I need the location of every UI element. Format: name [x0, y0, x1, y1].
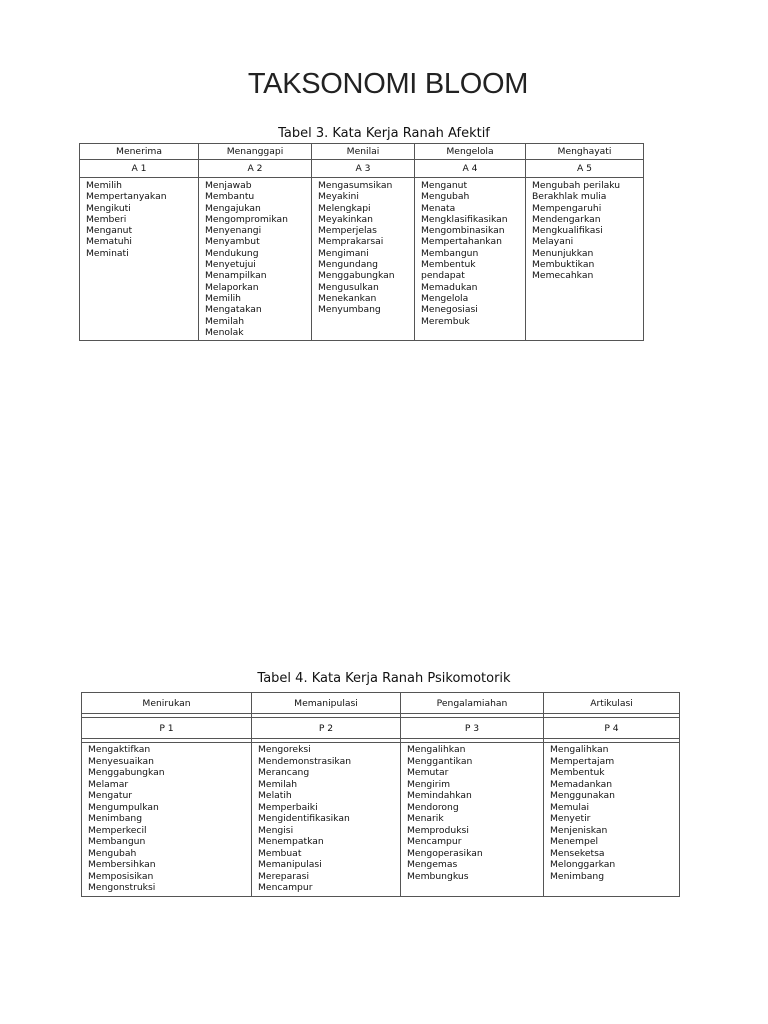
- verb-item: Mengumpulkan: [88, 801, 159, 813]
- verb-item: Menata: [421, 202, 456, 214]
- code-row: [80, 160, 644, 178]
- verb-item: Mengalihkan: [550, 744, 609, 755]
- verb-item: Mengklasifikasikan: [421, 213, 508, 225]
- verb-item: Menyambut: [205, 236, 260, 248]
- header-row: [82, 693, 680, 714]
- verb-item: Memanipulasi: [258, 859, 322, 870]
- column-header: Menerima: [80, 144, 199, 160]
- verb-item: Membersihkan: [88, 859, 156, 870]
- verb-item: Memperjelas: [318, 225, 377, 237]
- verb-item: Mengidentifikasikan: [258, 813, 350, 824]
- verb-item: Melatih: [258, 790, 292, 801]
- verb-item: Menggabungkan: [88, 767, 165, 778]
- verb-item: Mengkualifikasi: [532, 225, 603, 237]
- verb-item: Meyakini: [318, 191, 359, 203]
- verb-item: Memilah: [258, 778, 298, 790]
- verb-item: Membentuk: [550, 767, 605, 778]
- verb-item: Memilih: [86, 180, 123, 191]
- verb-item: Mengimani: [318, 247, 369, 259]
- level-code: P 1: [82, 718, 252, 739]
- column-header: Menghayati: [526, 144, 644, 160]
- verb-item: Menempatkan: [258, 836, 324, 847]
- verb-item: Memecahkan: [532, 270, 594, 282]
- verb-item: Memutar: [407, 767, 449, 778]
- verb-item: Mengaktifkan: [88, 744, 151, 755]
- verb-item: Mendorong: [407, 801, 459, 813]
- verb-item: Membentuk: [421, 259, 476, 271]
- verb-item: Memproduksi: [407, 824, 469, 836]
- level-code: P 3: [401, 718, 544, 739]
- verb-item: Mengubah: [421, 191, 470, 203]
- header-row: [80, 144, 644, 160]
- verb-item: Memilih: [205, 292, 242, 304]
- verb-item: Membangun: [421, 247, 479, 259]
- verb-item: Mengasumsikan: [318, 180, 393, 191]
- verb-item: Mengusulkan: [318, 281, 379, 293]
- verb-list: [544, 743, 680, 897]
- column-header: Menanggapi: [199, 144, 312, 160]
- verb-item: Mengalihkan: [407, 744, 466, 755]
- affective-verb-table: [79, 143, 644, 341]
- verb-item: Memulai: [550, 801, 590, 813]
- column-header: Memanipulasi: [252, 693, 401, 714]
- verb-list: [252, 743, 401, 897]
- verb-item: Menimbang: [550, 870, 605, 882]
- verb-item: Mengemas: [407, 859, 458, 870]
- verb-item: Merancang: [258, 767, 310, 778]
- verb-item: Menyumbang: [318, 304, 381, 316]
- verb-item: Menyesuaikan: [88, 755, 154, 767]
- verb-item: Membungkus: [407, 870, 469, 882]
- verb-list: [526, 178, 644, 341]
- verb-item: Menampilkan: [205, 270, 267, 282]
- verb-item: Mengubah perilaku: [532, 180, 621, 191]
- level-code: A 4: [415, 160, 526, 178]
- verb-item: Melaporkan: [205, 281, 259, 293]
- verb-item: Menganut: [421, 180, 468, 191]
- verb-item: Meyakinkan: [318, 213, 373, 225]
- verb-item: Mengikuti: [86, 202, 131, 214]
- verb-item: Menggabungkan: [318, 270, 395, 282]
- verb-item: Menempel: [550, 836, 599, 847]
- verb-item: Mengirim: [407, 778, 451, 790]
- column-header: Menilai: [312, 144, 415, 160]
- verb-item: Merembuk: [421, 315, 470, 327]
- verb-item: Memilah: [205, 315, 245, 327]
- verb-item: Memindahkan: [407, 790, 472, 801]
- verb-item: Mengonstruksi: [88, 882, 156, 893]
- verb-item: Menggantikan: [407, 755, 473, 767]
- table4-caption: Tabel 4. Kata Kerja Ranah Psikomotorik: [257, 671, 511, 686]
- verb-item: Membuat: [258, 847, 302, 859]
- verb-list: [401, 743, 544, 897]
- verb-item: Mendemonstrasikan: [258, 755, 352, 767]
- level-code: P 4: [544, 718, 680, 739]
- verb-item: Mempertajam: [550, 755, 615, 767]
- verb-item: Menimbang: [88, 813, 143, 824]
- verb-item: pendapat: [421, 270, 465, 282]
- verb-item: Mencampur: [258, 882, 313, 893]
- level-code: A 2: [199, 160, 312, 178]
- verb-item: Mengatakan: [205, 304, 262, 316]
- verb-item: Menekankan: [318, 292, 377, 304]
- verb-item: Mematuhi: [86, 236, 132, 248]
- verb-item: Menjeniskan: [550, 824, 608, 836]
- verb-item: Menyenangi: [205, 225, 262, 237]
- column-header: Artikulasi: [544, 693, 680, 714]
- verb-item: Menganut: [86, 225, 133, 237]
- table3-caption: Tabel 3. Kata Kerja Ranah Afektif: [278, 126, 490, 141]
- verb-item: Membantu: [205, 191, 255, 203]
- verb-item: Mempengaruhi: [532, 202, 602, 214]
- verb-list: [82, 743, 252, 897]
- verb-item: Mengundang: [318, 259, 378, 271]
- verb-list: [199, 178, 312, 341]
- verb-item: Menseketsa: [550, 847, 605, 859]
- verb-item: Memperkecil: [88, 824, 147, 836]
- verb-item: Menyetir: [550, 813, 591, 824]
- verb-item: Mendukung: [205, 247, 259, 259]
- verb-item: Melonggarkan: [550, 859, 616, 870]
- verb-item: Mengatur: [88, 790, 133, 801]
- verb-item: Memadankan: [550, 778, 613, 790]
- verbs-row: [80, 178, 644, 341]
- verb-item: Memposisikan: [88, 870, 154, 882]
- verb-list: [415, 178, 526, 341]
- verb-item: Mengoperasikan: [407, 847, 483, 859]
- code-row: [82, 718, 680, 739]
- verb-item: Menegosiasi: [421, 304, 478, 316]
- verb-item: Mengombinasikan: [421, 225, 505, 237]
- verb-item: Mendengarkan: [532, 213, 601, 225]
- verb-item: Menggunakan: [550, 790, 615, 801]
- verb-item: Mengisi: [258, 824, 294, 836]
- page-title: TAKSONOMI BLOOM: [247, 68, 529, 100]
- verb-item: Mempertahankan: [421, 236, 502, 248]
- level-code: A 1: [80, 160, 199, 178]
- verb-item: Mereparasi: [258, 870, 310, 882]
- verb-list: [80, 178, 199, 341]
- verb-item: Membuktikan: [532, 259, 595, 271]
- verb-item: Memadukan: [421, 281, 478, 293]
- verb-item: Menjawab: [205, 180, 252, 191]
- verb-item: Menolak: [205, 326, 244, 338]
- level-code: A 3: [312, 160, 415, 178]
- verb-item: Melengkapi: [318, 202, 371, 214]
- verb-item: Mengajukan: [205, 202, 261, 214]
- psychomotor-verb-table: [81, 692, 680, 897]
- verb-item: Melamar: [88, 778, 129, 790]
- verb-item: Mengelola: [421, 292, 469, 304]
- verb-item: Mencampur: [407, 836, 462, 847]
- verb-item: Melayani: [532, 236, 574, 248]
- column-header: Pengalamiahan: [401, 693, 544, 714]
- verb-item: Membangun: [88, 836, 146, 847]
- verb-list: [312, 178, 415, 341]
- verb-item: Menyetujui: [205, 259, 256, 271]
- verb-item: Mengoreksi: [258, 744, 311, 755]
- verb-item: Memperbaiki: [258, 801, 318, 813]
- verb-item: Mengompromikan: [205, 213, 288, 225]
- verb-item: Mengubah: [88, 847, 137, 859]
- verb-item: Menarik: [407, 813, 444, 824]
- verb-item: Memberi: [86, 213, 127, 225]
- verb-item: Mempertanyakan: [86, 191, 167, 203]
- verb-item: Berakhlak mulia: [532, 191, 607, 203]
- verbs-row: [82, 743, 680, 897]
- verb-item: Menunjukkan: [532, 247, 594, 259]
- column-header: Mengelola: [415, 144, 526, 160]
- verb-item: Meminati: [86, 247, 129, 259]
- level-code: P 2: [252, 718, 401, 739]
- verb-item: Memprakarsai: [318, 236, 384, 248]
- level-code: A 5: [526, 160, 644, 178]
- column-header: Menirukan: [82, 693, 252, 714]
